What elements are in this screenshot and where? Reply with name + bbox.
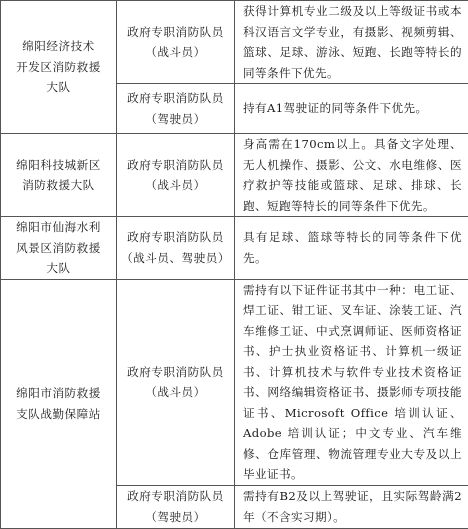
requirement-text: 身高需在170cm以上。具备文字处理、无人机操作、摄影、公文、水电维修、医疗救护等技能或篮球、足球、排球、长跑、短跑等特长的同等条件下优先。	[243, 134, 462, 216]
unit-cell	[1, 279, 117, 528]
requirement-cell	[235, 217, 468, 280]
table-row	[1, 217, 468, 280]
post-cell	[117, 279, 235, 485]
post-name: 政府专职消防队员 （战斗员）	[117, 22, 234, 63]
post-cell	[117, 485, 235, 528]
requirement-text: 持有A1驾驶证的同等条件下优先。	[243, 98, 462, 119]
table-row	[1, 1, 468, 84]
unit-cell	[1, 134, 117, 217]
unit-name: 绵阳市消防救援 支队战勤保障站	[6, 383, 111, 424]
requirement-text: 具有足球、篮球等特长的同等条件下优先。	[243, 227, 462, 268]
requirement-cell	[235, 485, 468, 528]
post-name: 政府专职消防队员 （战斗员、驾驶员）	[117, 227, 234, 268]
requirement-cell	[235, 1, 468, 84]
table-row	[1, 279, 468, 485]
post-name: 政府专职消防队员 （驾驶员）	[117, 88, 234, 129]
requirement-text: 获得计算机专业二级及以上等级证书或本科汉语言文学专业，有摄影、视频剪辑、篮球、足球、游泳、短跑、长跑等特长的同等条件下优先。	[243, 1, 462, 83]
post-name: 政府专职消防队员 （战斗员）	[117, 155, 234, 196]
unit-name: 绵阳科技城新区 消防救援大队	[6, 155, 111, 196]
unit-cell	[1, 217, 117, 280]
requirement-cell	[235, 134, 468, 217]
table-row	[1, 134, 468, 217]
post-cell	[117, 134, 235, 217]
requirement-cell	[235, 84, 468, 134]
requirement-text: 需持有以下证件证书其中一种：电工证、焊工证、钳工证、叉车证、涂装工证、汽车维修工证、中式烹调师证、医师资格证书、护士执业资格证书、计算机一级证书、计算机技术与软件专业技术资格证书、网络编辑资格证书、摄影师专项技能证书、Microsoft Office 培训认证、Adobe 培训认证；中文专业、汽车维修、仓库管理、物流管理专业大专及以上毕业证书。	[243, 280, 462, 485]
post-cell	[117, 1, 235, 84]
requirement-text: 需持有B2及以上驾驶证，且实际驾龄满2年（不含实习期）。	[243, 486, 462, 527]
post-cell	[117, 217, 235, 280]
post-name: 政府专职消防队员 （战斗员）	[117, 362, 234, 403]
post-name: 政府专职消防队员 （驾驶员）	[117, 486, 234, 527]
post-cell	[117, 84, 235, 134]
unit-cell	[1, 1, 117, 134]
unit-name: 绵阳市仙海水利 风景区消防救援 大队	[6, 217, 111, 279]
requirement-cell	[235, 279, 468, 485]
unit-name: 绵阳经济技术 开发区消防救援 大队	[6, 36, 111, 98]
